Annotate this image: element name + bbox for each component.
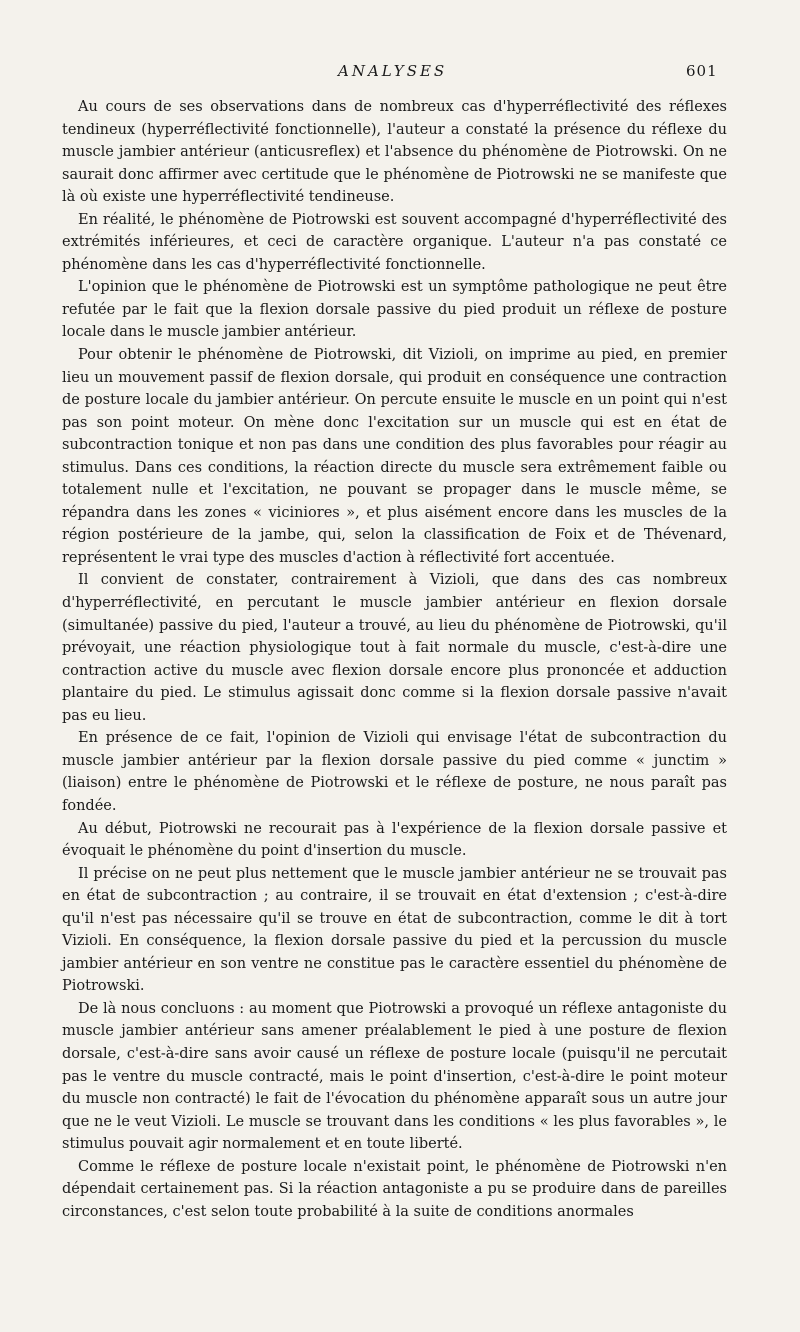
body-text — [62, 96, 727, 1223]
paragraph: Au cours de ses observations dans de nombreux cas d'hyperréflectivité des réflexes tendineux (hyperréflectivité fonctionnelle), l'auteur a constaté la présence du réflexe du muscle jambier antérieur (anticusreflex) et l'absence du phénomène de Piotrowski. On ne saurait donc affirmer avec certitude que le phénomène de Piotrowski ne se manifeste que là où existe une hyperréflectivité tendineuse. — [62, 99, 727, 206]
paragraph: En réalité, le phénomène de Piotrowski est souvent accompagné d'hyperréflectivité des extrémités inférieures, et ceci de caractère organique. L'auteur n'a pas constaté ce phénomène dans les cas d'hyperréflectivité fonctionnelle. — [62, 211, 727, 273]
running-title: ANALYSES — [338, 62, 448, 80]
page-number: 601 — [686, 62, 718, 80]
paragraph: Il précise on ne peut plus nettement que le muscle jambier antérieur ne se trouvait pas en état de subcontraction ; au contraire, il se trouvait en état d'extension ; c'est-à-dire qu'il n'est pas nécessaire qu'il se trouve en état de subcontraction, comme le dit à tort Vizioli. En conséquence, la flexion dorsale passive du pied et la percussion du muscle jambier antérieur en son ventre ne constitue pas le caractère essentiel du phénomène de Piotrowski. — [62, 865, 727, 995]
paragraph: Comme le réflexe de posture locale n'existait point, le phénomène de Piotrowski n'en dépendait certainement pas. Si la réaction antagoniste a pu se produire dans de pareilles circonstances, c'est selon toute probabilité à la suite de conditions anormales — [62, 1158, 727, 1220]
paragraph: De là nous concluons : au moment que Piotrowski a provoqué un réflexe antagoniste du muscle jambier antérieur sans amener préalablement le pied à une posture de flexion dorsale, c'est-à-dire sans avoir causé un réflexe de posture locale (puisqu'il ne percutait pas le ventre du muscle contracté, mais le point d'insertion, c'est-à-dire le point moteur du muscle non contracté) le fait de l'évocation du phénomène apparaît sous un autre jour que ne le veut Vizioli. Le muscle se trouvant dans les conditions « les plus favorables », le stimulus pouvait agir normalement et en toute liberté. — [62, 1000, 727, 1153]
paragraph: Il convient de constater, contrairement à Vizioli, que dans des cas nombreux d'hyperréflectivité, en percutant le muscle jambier antérieur en flexion dorsale (simultanée) passive du pied, l'auteur a trouvé, au lieu du phénomène de Piotrowski, qu'il prévoyait, une réaction physiologique tout à fait normale du muscle, c'est-à-dire une contraction active du muscle avec flexion dorsale encore plus prononcée et adduction plantaire du pied. Le stimulus agissait donc comme si la flexion dorsale passive n'avait pas eu lieu. — [62, 572, 727, 724]
page-header — [0, 62, 800, 86]
paragraph: Au début, Piotrowski ne recourait pas à l'expérience de la flexion dorsale passive et évoquait le phénomène du point d'insertion du muscle. — [62, 820, 727, 860]
paragraph: En présence de ce fait, l'opinion de Vizioli qui envisage l'état de subcontraction du muscle jambier antérieur par la flexion dorsale passive du pied comme « junctim » (liaison) entre le phénomène de Piotrowski et le réflexe de posture, ne nous paraît pas fondée. — [62, 730, 727, 814]
paragraph: L'opinion que le phénomène de Piotrowski est un symptôme pathologique ne peut être refutée par le fait que la flexion dorsale passive du pied produit un réflexe de posture locale dans le muscle jambier antérieur. — [62, 279, 727, 341]
paragraph: Pour obtenir le phénomène de Piotrowski, dit Vizioli, on imprime au pied, en premier lieu un mouvement passif de flexion dorsale, qui produit en conséquence une contraction de posture locale du jambier antérieur. On percute ensuite le muscle en un point qui n'est pas son point moteur. On mène donc l'excitation sur un muscle qui est en état de subcontraction tonique et non pas dans une condition des plus favorables pour réagir au stimulus. Dans ces conditions, la réaction directe du muscle sera extrêmement faible ou totalement nulle et l'excitation, ne pouvant se propager dans le muscle même, se répandra dans les zones « viciniores », et plus aisément encore dans les muscles de la région postérieure de la jambe, qui, selon la classification de Foix et de Thévenard, représentent le vrai type des muscles d'action à réflectivité fort accentuée. — [62, 347, 727, 566]
